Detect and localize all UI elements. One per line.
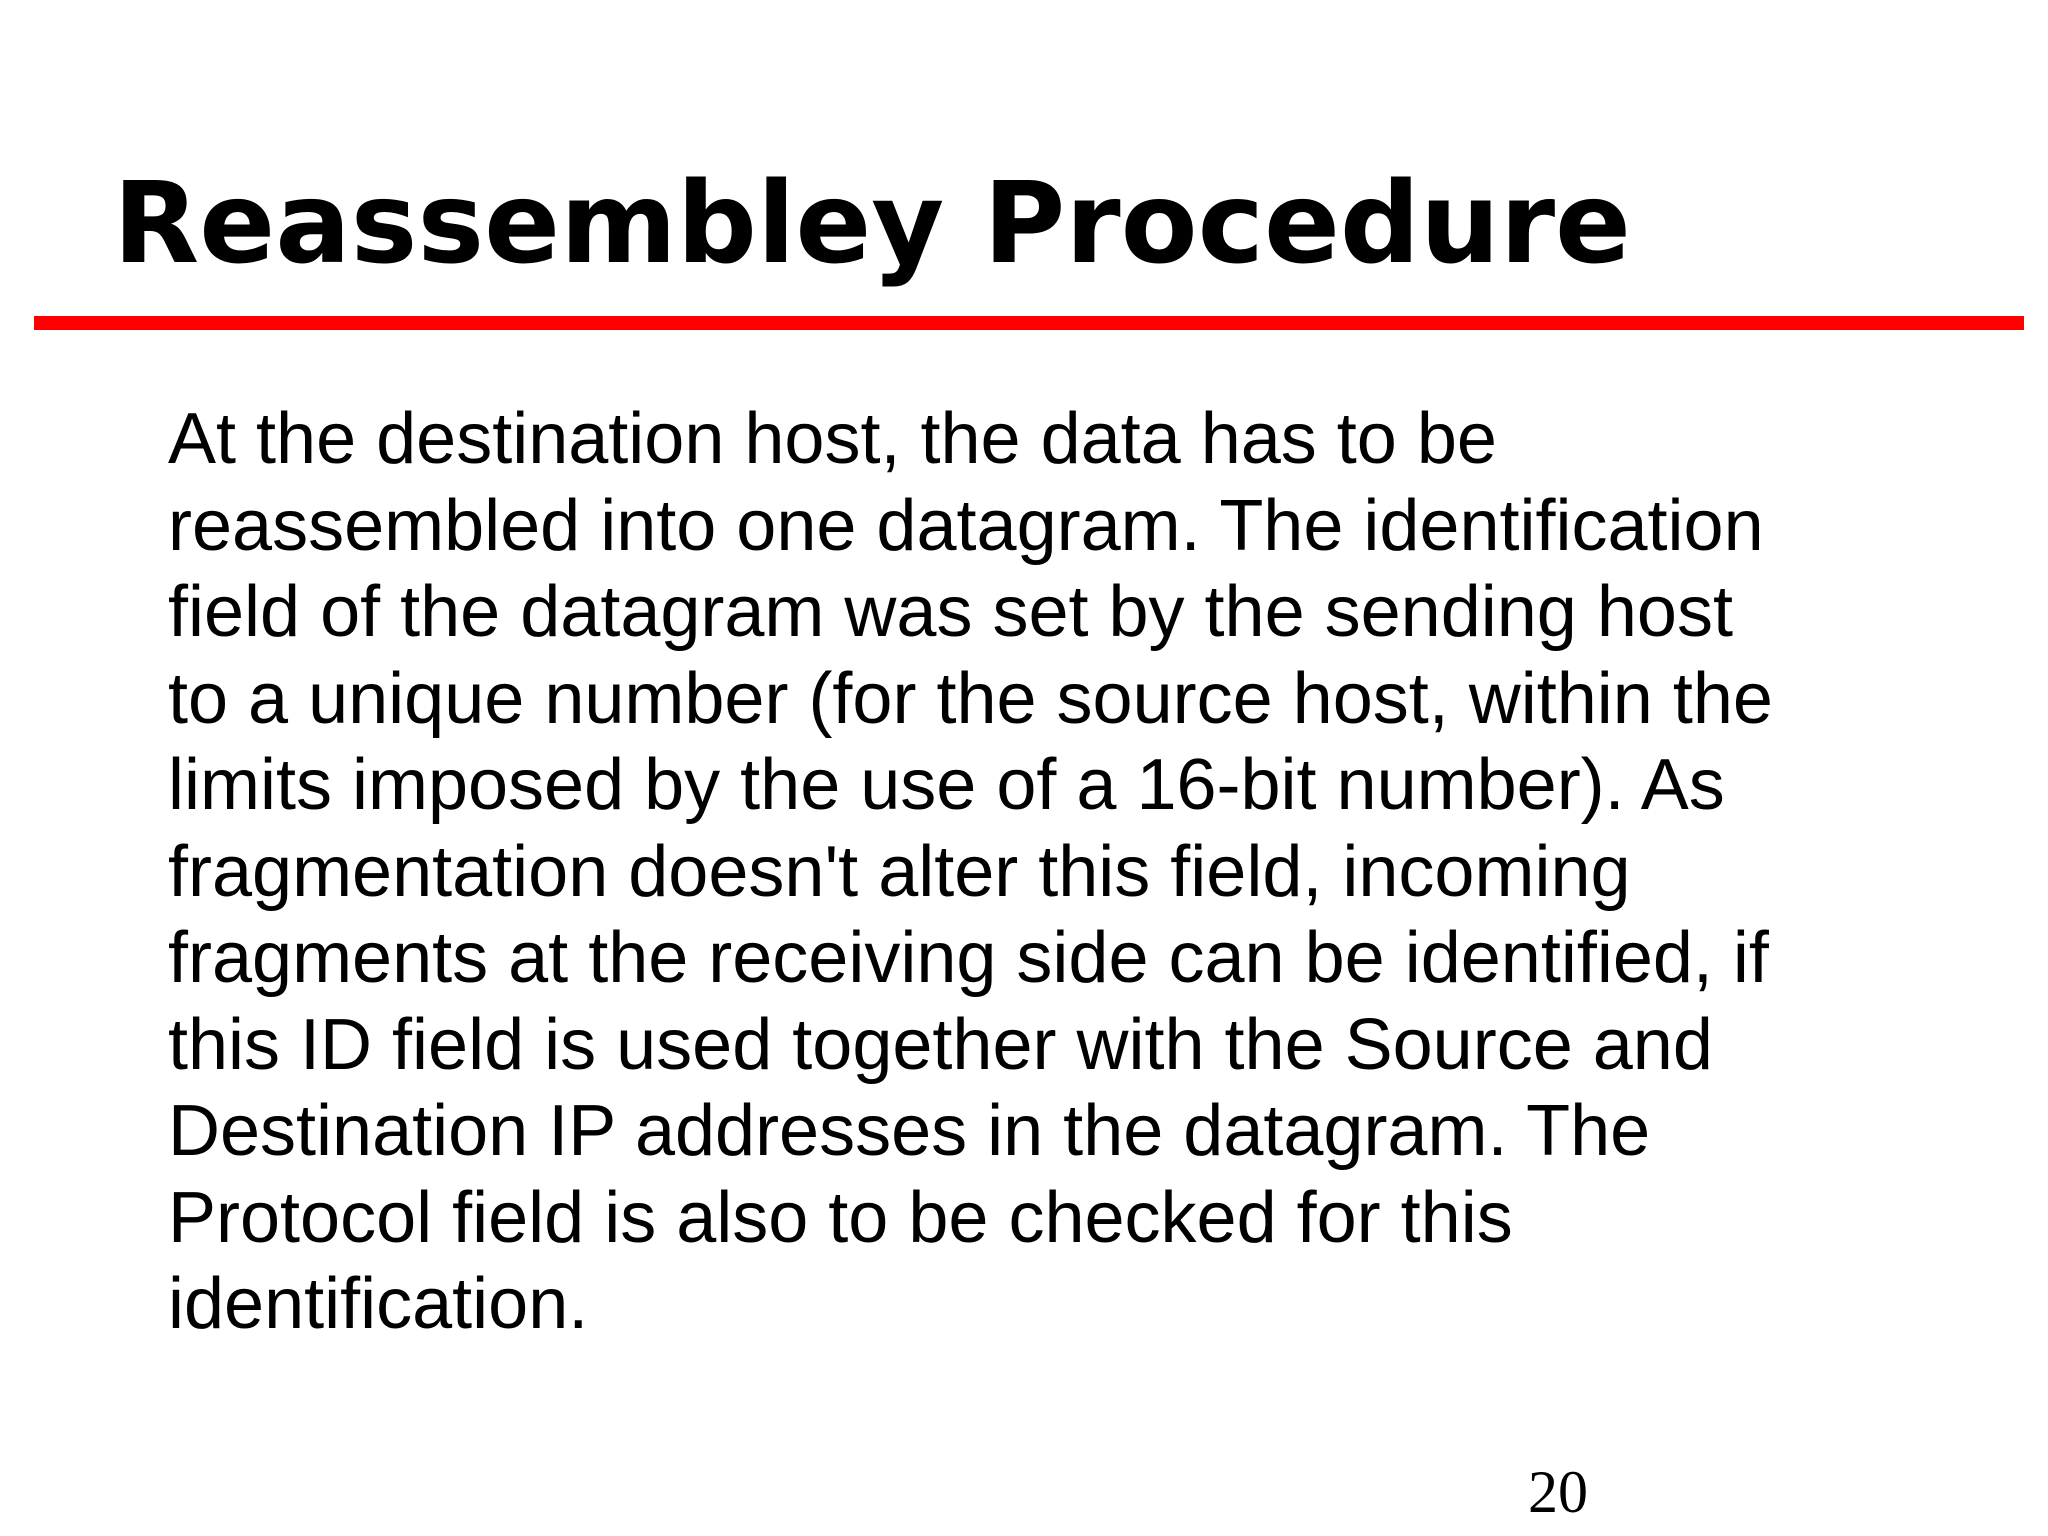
- body-line: At the destination host, the data has to be: [168, 399, 1497, 479]
- title-underline-rule: [34, 316, 2024, 330]
- page-number: 20: [1528, 1459, 1588, 1525]
- body-line: fragmentation doesn't alter this field, incoming: [168, 831, 1631, 912]
- slide-title: Reassembley Procedure: [113, 159, 1632, 289]
- body-line: reassembled into one datagram. The identification: [168, 485, 1764, 566]
- body-line: to a unique number (for the source host, within the: [168, 658, 1773, 739]
- body-line: limits imposed by the use of a 16-bit number). As: [168, 745, 1725, 825]
- body-line: fragments at the receiving side can be identified, if: [168, 918, 1769, 998]
- body-line: Protocol field is also to be checked for this: [168, 1177, 1513, 1258]
- body-line: field of the datagram was set by the sending host: [168, 572, 1733, 652]
- body-line: identification.: [168, 1264, 589, 1344]
- body-line: Destination IP addresses in the datagram. The: [168, 1091, 1651, 1171]
- body-line: this ID field is used together with the Source and: [168, 1004, 1713, 1085]
- slide-body-text: [168, 396, 1978, 1348]
